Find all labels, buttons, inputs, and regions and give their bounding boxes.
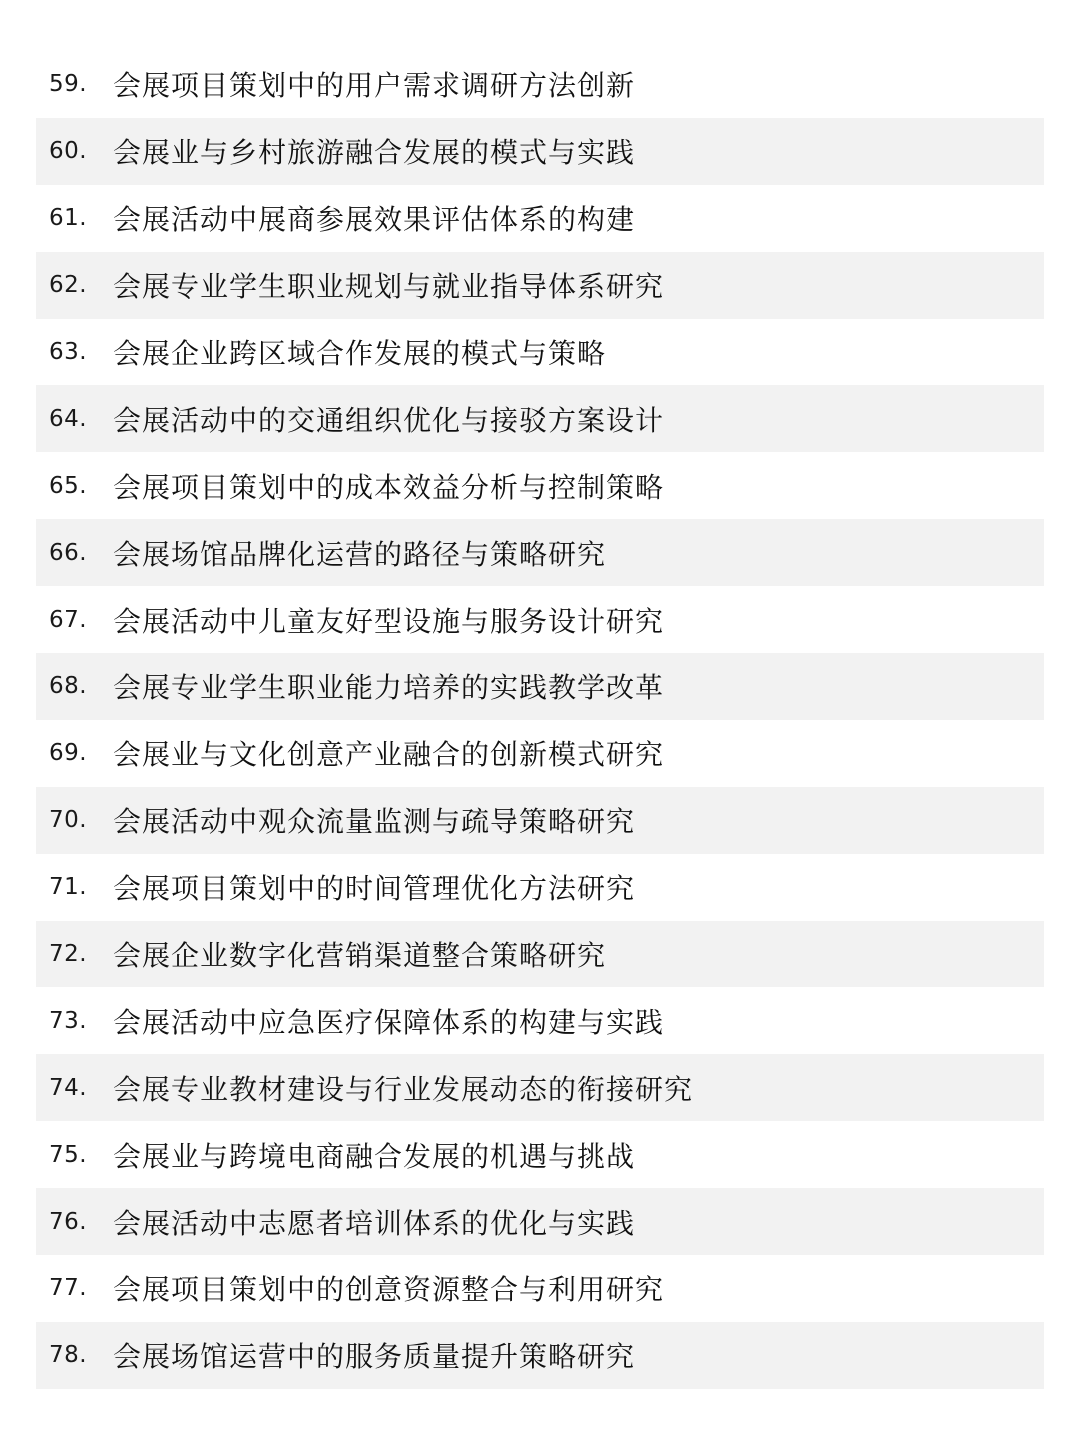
item-number: 74. [49, 1074, 88, 1101]
item-title: 会展活动中志愿者培训体系的优化与实践 [113, 1206, 636, 1240]
item-title: 会展活动中展商参展效果评估体系的构建 [113, 203, 636, 237]
item-number: 64. [49, 405, 88, 432]
item-number: 78. [49, 1342, 88, 1369]
item-title: 会展企业跨区域合作发展的模式与策略 [113, 337, 607, 370]
item-number: 69. [49, 740, 88, 767]
item-title: 会展业与文化创意产业融合的创新模式研究 [113, 738, 665, 772]
topic-list [36, 51, 1044, 1389]
list-item [36, 1255, 1044, 1322]
list-item [36, 653, 1044, 720]
list-item [36, 1322, 1044, 1389]
item-title: 会展专业教材建设与行业发展动态的衔接研究 [113, 1072, 694, 1106]
item-number: 75. [49, 1141, 88, 1168]
item-number: 72. [49, 941, 88, 968]
item-number: 76. [49, 1208, 88, 1235]
list-item [36, 252, 1044, 319]
item-number: 68. [49, 673, 88, 700]
list-item [36, 921, 1044, 988]
list-item [36, 720, 1044, 787]
list-item [36, 51, 1044, 118]
item-number: 70. [49, 807, 88, 834]
list-item [36, 385, 1044, 452]
item-number: 66. [49, 539, 88, 566]
item-number: 65. [49, 472, 88, 499]
item-title: 会展项目策划中的成本效益分析与控制策略 [113, 470, 665, 504]
list-item [36, 452, 1044, 519]
list-item [36, 987, 1044, 1054]
item-number: 60. [49, 138, 88, 165]
item-title: 会展业与跨境电商融合发展的机遇与挑战 [113, 1139, 636, 1173]
list-item [36, 185, 1044, 252]
item-title: 会展项目策划中的创意资源整合与利用研究 [113, 1273, 665, 1307]
list-item [36, 1188, 1044, 1255]
item-title: 会展专业学生职业规划与就业指导体系研究 [113, 270, 665, 304]
item-title: 会展企业数字化营销渠道整合策略研究 [113, 939, 607, 973]
item-number: 77. [49, 1275, 88, 1302]
item-title: 会展业与乡村旅游融合发展的模式与实践 [113, 136, 636, 170]
item-number: 62. [49, 272, 88, 299]
item-number: 63. [49, 339, 88, 365]
item-title: 会展活动中应急医疗保障体系的构建与实践 [113, 1005, 665, 1039]
item-title: 会展场馆品牌化运营的路径与策略研究 [113, 537, 607, 571]
item-title: 会展活动中观众流量监测与疏导策略研究 [113, 805, 636, 839]
list-item [36, 118, 1044, 185]
item-number: 59. [49, 71, 88, 98]
list-item [36, 519, 1044, 586]
list-item [36, 854, 1044, 921]
item-number: 67. [49, 606, 88, 633]
list-item [36, 1121, 1044, 1188]
list-item [36, 787, 1044, 854]
item-number: 71. [49, 874, 88, 901]
list-item [36, 319, 1044, 386]
item-title: 会展场馆运营中的服务质量提升策略研究 [113, 1340, 636, 1374]
item-title: 会展活动中儿童友好型设施与服务设计研究 [113, 604, 665, 638]
item-title: 会展活动中的交通组织优化与接驳方案设计 [113, 403, 665, 437]
list-item [36, 1054, 1044, 1121]
item-title: 会展项目策划中的时间管理优化方法研究 [113, 872, 636, 906]
item-number: 61. [49, 205, 88, 232]
item-number: 73. [49, 1007, 88, 1034]
item-title: 会展项目策划中的用户需求调研方法创新 [113, 69, 636, 103]
item-title: 会展专业学生职业能力培养的实践教学改革 [113, 671, 665, 705]
list-item [36, 586, 1044, 653]
